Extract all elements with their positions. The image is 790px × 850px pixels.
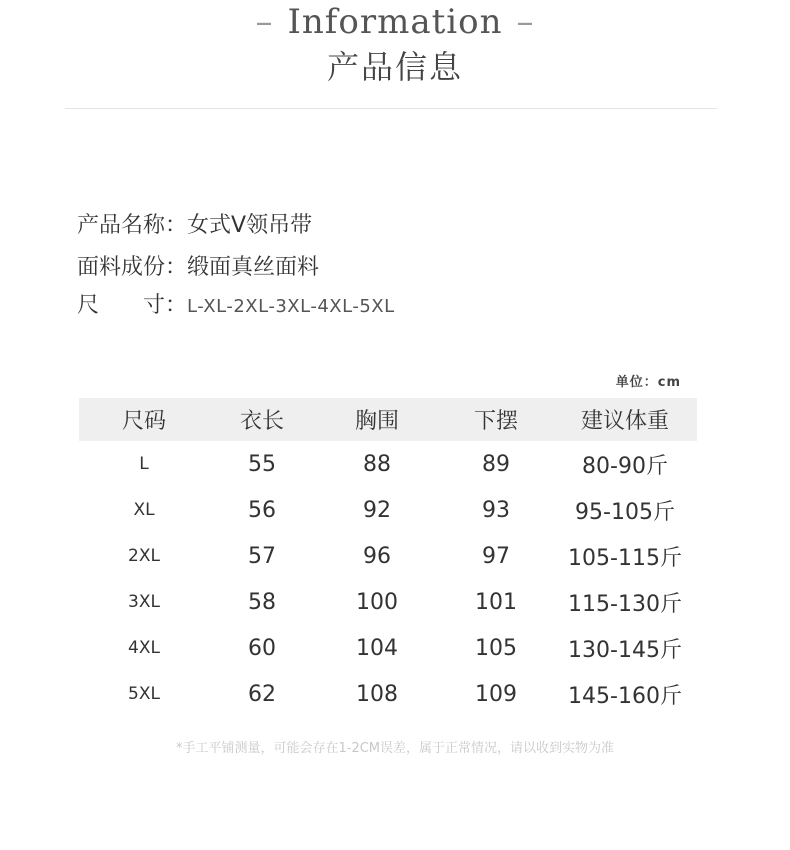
material-row: [77, 250, 319, 281]
header-bust: 胸围: [315, 398, 439, 441]
cell-hem: 89: [482, 451, 510, 477]
cell-size: XL: [133, 500, 155, 520]
cell-length: 58: [248, 589, 276, 615]
cell-weight: 80-90斤: [582, 453, 668, 479]
cell-bust: 108: [356, 681, 398, 707]
material-label: 面料成份：: [77, 255, 188, 280]
header-length: 衣长: [209, 398, 315, 441]
cell-weight: 95-105斤: [575, 499, 675, 525]
cell-size: 4XL: [128, 638, 160, 658]
product-name-label: 产品名称：: [77, 213, 188, 238]
cell-bust: 100: [356, 589, 398, 615]
header-hem: 下摆: [439, 398, 553, 441]
size-table: [79, 398, 697, 717]
header-divider: [65, 108, 717, 109]
cell-size: 3XL: [128, 592, 160, 612]
cell-hem: 101: [475, 589, 517, 615]
cell-weight: 145-160斤: [568, 683, 682, 709]
cell-length: 62: [248, 681, 276, 707]
measurement-note: *手工平铺测量，可能会存在1-2CM误差，属于正常情况，请以收到实物为准: [175, 741, 615, 756]
chinese-title: 产品信息: [326, 48, 463, 86]
material-value: 缎面真丝面料: [187, 255, 320, 280]
english-title: [0, 2, 790, 42]
cell-length: 56: [248, 497, 276, 523]
cell-size: L: [139, 454, 149, 474]
product-name-value: 女式V领吊带: [187, 213, 313, 238]
table-row: [79, 533, 697, 579]
cell-length: 55: [248, 451, 276, 477]
header-weight: 建议体重: [553, 398, 697, 441]
cell-size: 2XL: [128, 546, 160, 566]
size-label: 尺 寸：: [77, 293, 188, 318]
header-size: 尺码: [79, 398, 209, 441]
cell-hem: 105: [475, 635, 517, 661]
size-row: [77, 288, 395, 319]
table-row: [79, 625, 697, 671]
cell-bust: 88: [363, 451, 391, 477]
cell-bust: 92: [363, 497, 391, 523]
cell-bust: 96: [363, 543, 391, 569]
cell-hem: 109: [475, 681, 517, 707]
cell-length: 57: [248, 543, 276, 569]
cell-weight: 115-130斤: [568, 591, 682, 617]
cell-weight: 105-115斤: [568, 545, 682, 571]
size-value: L-XL-2XL-3XL-4XL-5XL: [187, 296, 395, 317]
table-row: [79, 441, 697, 487]
table-row: [79, 579, 697, 625]
cell-hem: 97: [482, 543, 510, 569]
english-title-text: Information: [287, 2, 503, 42]
cell-length: 60: [248, 635, 276, 661]
table-row: [79, 487, 697, 533]
unit-label: 单位：cm: [615, 375, 681, 390]
title-dash-left: –: [255, 2, 274, 42]
cell-weight: 130-145斤: [568, 637, 682, 663]
cell-hem: 93: [482, 497, 510, 523]
title-dash-right: –: [516, 2, 535, 42]
cell-size: 5XL: [128, 684, 160, 704]
product-name-row: [77, 208, 312, 239]
table-header-row: [79, 398, 697, 441]
table-row: [79, 671, 697, 717]
cell-bust: 104: [356, 635, 398, 661]
